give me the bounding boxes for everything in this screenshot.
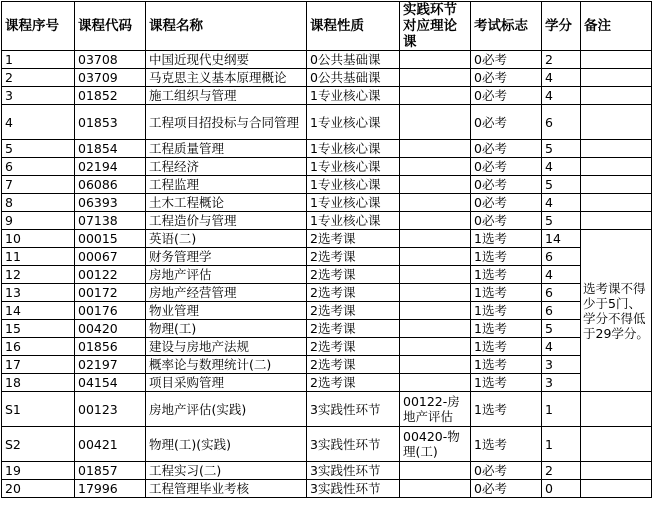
cell-seq: 11 bbox=[2, 248, 75, 266]
cell-credit: 14 bbox=[542, 230, 581, 248]
cell-code: 00421 bbox=[75, 427, 146, 462]
table-row bbox=[2, 87, 652, 105]
cell-nature: 3实践性环节 bbox=[307, 427, 400, 462]
table-row bbox=[2, 51, 652, 69]
cell-name: 房地产经营管理 bbox=[146, 284, 307, 302]
cell-exam: 1选考 bbox=[471, 392, 542, 427]
cell-name: 施工组织与管理 bbox=[146, 87, 307, 105]
cell-nature: 3实践性环节 bbox=[307, 392, 400, 427]
header-credit: 学分 bbox=[542, 2, 581, 51]
cell-code: 03708 bbox=[75, 51, 146, 69]
cell-practice bbox=[400, 320, 471, 338]
cell-seq: 1 bbox=[2, 51, 75, 69]
cell-exam: 1选考 bbox=[471, 302, 542, 320]
elective-note: 选考课不得少于5门、学分不得低于29学分。 bbox=[581, 230, 652, 392]
table-row bbox=[2, 176, 652, 194]
cell-code: 00123 bbox=[75, 392, 146, 427]
cell-seq: 12 bbox=[2, 266, 75, 284]
cell-practice bbox=[400, 158, 471, 176]
cell-code: 00176 bbox=[75, 302, 146, 320]
cell-exam: 1选考 bbox=[471, 356, 542, 374]
header-exam: 考试标志 bbox=[471, 2, 542, 51]
cell-name: 英语(二) bbox=[146, 230, 307, 248]
table-row bbox=[2, 69, 652, 87]
cell-practice bbox=[400, 356, 471, 374]
table-row bbox=[2, 248, 652, 266]
cell-practice bbox=[400, 266, 471, 284]
cell-exam: 0必考 bbox=[471, 140, 542, 158]
table-row bbox=[2, 320, 652, 338]
table-row bbox=[2, 462, 652, 480]
table-row bbox=[2, 105, 652, 140]
table-row bbox=[2, 338, 652, 356]
cell-practice bbox=[400, 248, 471, 266]
cell-code: 00122 bbox=[75, 266, 146, 284]
table-row bbox=[2, 480, 652, 498]
cell-seq: 20 bbox=[2, 480, 75, 498]
cell-code: 01854 bbox=[75, 140, 146, 158]
cell-note bbox=[581, 105, 652, 140]
cell-practice bbox=[400, 374, 471, 392]
cell-name: 项目采购管理 bbox=[146, 374, 307, 392]
table-row bbox=[2, 158, 652, 176]
cell-credit: 2 bbox=[542, 462, 581, 480]
table-row bbox=[2, 140, 652, 158]
cell-code: 07138 bbox=[75, 212, 146, 230]
header-seq: 课程序号 bbox=[2, 2, 75, 51]
cell-name: 马克思主义基本原理概论 bbox=[146, 69, 307, 87]
cell-nature: 1专业核心课 bbox=[307, 87, 400, 105]
cell-code: 06086 bbox=[75, 176, 146, 194]
cell-practice bbox=[400, 140, 471, 158]
cell-exam: 0必考 bbox=[471, 69, 542, 87]
cell-nature: 2选考课 bbox=[307, 248, 400, 266]
cell-credit: 6 bbox=[542, 302, 581, 320]
cell-practice bbox=[400, 284, 471, 302]
cell-code: 00015 bbox=[75, 230, 146, 248]
header-nature: 课程性质 bbox=[307, 2, 400, 51]
table-row bbox=[2, 302, 652, 320]
cell-credit: 4 bbox=[542, 338, 581, 356]
cell-exam: 0必考 bbox=[471, 194, 542, 212]
cell-exam: 1选考 bbox=[471, 338, 542, 356]
cell-practice: 00122-房地产评估 bbox=[400, 392, 471, 427]
cell-credit: 4 bbox=[542, 69, 581, 87]
cell-exam: 1选考 bbox=[471, 320, 542, 338]
cell-name: 房地产评估(实践) bbox=[146, 392, 307, 427]
cell-code: 03709 bbox=[75, 69, 146, 87]
cell-credit: 2 bbox=[542, 51, 581, 69]
table-row bbox=[2, 356, 652, 374]
header-row bbox=[2, 2, 652, 51]
cell-note bbox=[581, 87, 652, 105]
cell-credit: 3 bbox=[542, 374, 581, 392]
cell-code: 02197 bbox=[75, 356, 146, 374]
cell-nature: 3实践性环节 bbox=[307, 462, 400, 480]
cell-note bbox=[581, 462, 652, 480]
cell-credit: 5 bbox=[542, 320, 581, 338]
cell-nature: 3实践性环节 bbox=[307, 480, 400, 498]
cell-nature: 1专业核心课 bbox=[307, 158, 400, 176]
cell-seq: 10 bbox=[2, 230, 75, 248]
cell-seq: 6 bbox=[2, 158, 75, 176]
cell-code: 01853 bbox=[75, 105, 146, 140]
cell-name: 房地产评估 bbox=[146, 266, 307, 284]
cell-name: 土木工程概论 bbox=[146, 194, 307, 212]
cell-name: 工程实习(二) bbox=[146, 462, 307, 480]
cell-seq: 5 bbox=[2, 140, 75, 158]
table-row bbox=[2, 374, 652, 392]
cell-name: 物业管理 bbox=[146, 302, 307, 320]
cell-practice bbox=[400, 302, 471, 320]
cell-nature: 2选考课 bbox=[307, 374, 400, 392]
cell-credit: 1 bbox=[542, 427, 581, 462]
cell-practice bbox=[400, 338, 471, 356]
cell-seq: 17 bbox=[2, 356, 75, 374]
cell-credit: 4 bbox=[542, 266, 581, 284]
cell-name: 财务管理学 bbox=[146, 248, 307, 266]
cell-practice bbox=[400, 212, 471, 230]
cell-practice bbox=[400, 462, 471, 480]
cell-name: 中国近现代史纲要 bbox=[146, 51, 307, 69]
cell-note bbox=[581, 140, 652, 158]
cell-seq: 19 bbox=[2, 462, 75, 480]
cell-credit: 4 bbox=[542, 87, 581, 105]
cell-exam: 0必考 bbox=[471, 212, 542, 230]
cell-nature: 1专业核心课 bbox=[307, 212, 400, 230]
cell-practice bbox=[400, 176, 471, 194]
cell-exam: 0必考 bbox=[471, 51, 542, 69]
cell-code: 00172 bbox=[75, 284, 146, 302]
table-row bbox=[2, 212, 652, 230]
cell-code: 01856 bbox=[75, 338, 146, 356]
cell-exam: 1选考 bbox=[471, 230, 542, 248]
cell-practice: 00420-物理(工) bbox=[400, 427, 471, 462]
header-code: 课程代码 bbox=[75, 2, 146, 51]
cell-seq: 16 bbox=[2, 338, 75, 356]
cell-nature: 2选考课 bbox=[307, 284, 400, 302]
cell-seq: 9 bbox=[2, 212, 75, 230]
cell-nature: 1专业核心课 bbox=[307, 194, 400, 212]
cell-code: 01852 bbox=[75, 87, 146, 105]
header-note: 备注 bbox=[581, 2, 652, 51]
cell-name: 建设与房地产法规 bbox=[146, 338, 307, 356]
cell-nature: 0公共基础课 bbox=[307, 51, 400, 69]
cell-exam: 0必考 bbox=[471, 87, 542, 105]
cell-seq: 2 bbox=[2, 69, 75, 87]
cell-seq: 15 bbox=[2, 320, 75, 338]
cell-nature: 2选考课 bbox=[307, 302, 400, 320]
cell-seq: S2 bbox=[2, 427, 75, 462]
cell-name: 物理(工) bbox=[146, 320, 307, 338]
cell-credit: 1 bbox=[542, 392, 581, 427]
table-row bbox=[2, 427, 652, 462]
cell-code: 17996 bbox=[75, 480, 146, 498]
cell-name: 工程经济 bbox=[146, 158, 307, 176]
cell-credit: 5 bbox=[542, 212, 581, 230]
cell-note bbox=[581, 69, 652, 87]
cell-note bbox=[581, 427, 652, 462]
cell-credit: 6 bbox=[542, 248, 581, 266]
cell-code: 00420 bbox=[75, 320, 146, 338]
cell-seq: 18 bbox=[2, 374, 75, 392]
cell-exam: 0必考 bbox=[471, 105, 542, 140]
cell-nature: 2选考课 bbox=[307, 266, 400, 284]
table-row bbox=[2, 392, 652, 427]
cell-nature: 2选考课 bbox=[307, 338, 400, 356]
cell-exam: 0必考 bbox=[471, 480, 542, 498]
cell-credit: 3 bbox=[542, 356, 581, 374]
cell-note bbox=[581, 176, 652, 194]
cell-code: 01857 bbox=[75, 462, 146, 480]
cell-exam: 0必考 bbox=[471, 176, 542, 194]
cell-practice bbox=[400, 87, 471, 105]
cell-nature: 2选考课 bbox=[307, 230, 400, 248]
cell-nature: 1专业核心课 bbox=[307, 140, 400, 158]
cell-exam: 0必考 bbox=[471, 158, 542, 176]
cell-name: 物理(工)(实践) bbox=[146, 427, 307, 462]
cell-exam: 1选考 bbox=[471, 284, 542, 302]
cell-name: 概率论与数理统计(二) bbox=[146, 356, 307, 374]
cell-name: 工程监理 bbox=[146, 176, 307, 194]
cell-nature: 1专业核心课 bbox=[307, 105, 400, 140]
cell-nature: 2选考课 bbox=[307, 320, 400, 338]
cell-seq: 4 bbox=[2, 105, 75, 140]
cell-name: 工程管理毕业考核 bbox=[146, 480, 307, 498]
cell-credit: 5 bbox=[542, 176, 581, 194]
cell-credit: 6 bbox=[542, 284, 581, 302]
cell-credit: 5 bbox=[542, 140, 581, 158]
cell-exam: 1选考 bbox=[471, 248, 542, 266]
cell-exam: 0必考 bbox=[471, 462, 542, 480]
cell-code: 06393 bbox=[75, 194, 146, 212]
table-row bbox=[2, 284, 652, 302]
cell-exam: 1选考 bbox=[471, 374, 542, 392]
course-table bbox=[1, 1, 652, 498]
cell-code: 02194 bbox=[75, 158, 146, 176]
cell-exam: 1选考 bbox=[471, 427, 542, 462]
cell-note bbox=[581, 392, 652, 427]
table-row bbox=[2, 266, 652, 284]
cell-nature: 0公共基础课 bbox=[307, 69, 400, 87]
cell-seq: 7 bbox=[2, 176, 75, 194]
table-row bbox=[2, 194, 652, 212]
cell-name: 工程项目招投标与合同管理 bbox=[146, 105, 307, 140]
header-practice: 实践环节对应理论课 bbox=[400, 2, 471, 51]
cell-nature: 2选考课 bbox=[307, 356, 400, 374]
cell-credit: 0 bbox=[542, 480, 581, 498]
cell-practice bbox=[400, 194, 471, 212]
cell-seq: 3 bbox=[2, 87, 75, 105]
cell-practice bbox=[400, 51, 471, 69]
cell-practice bbox=[400, 69, 471, 87]
cell-name: 工程质量管理 bbox=[146, 140, 307, 158]
cell-note bbox=[581, 51, 652, 69]
cell-note bbox=[581, 480, 652, 498]
cell-exam: 1选考 bbox=[471, 266, 542, 284]
cell-code: 04154 bbox=[75, 374, 146, 392]
cell-credit: 4 bbox=[542, 158, 581, 176]
cell-seq: S1 bbox=[2, 392, 75, 427]
cell-seq: 8 bbox=[2, 194, 75, 212]
cell-practice bbox=[400, 480, 471, 498]
cell-name: 工程造价与管理 bbox=[146, 212, 307, 230]
cell-note bbox=[581, 194, 652, 212]
cell-note bbox=[581, 212, 652, 230]
cell-practice bbox=[400, 230, 471, 248]
header-name: 课程名称 bbox=[146, 2, 307, 51]
cell-seq: 14 bbox=[2, 302, 75, 320]
table-row bbox=[2, 230, 652, 248]
cell-seq: 13 bbox=[2, 284, 75, 302]
cell-code: 00067 bbox=[75, 248, 146, 266]
cell-credit: 6 bbox=[542, 105, 581, 140]
cell-note bbox=[581, 158, 652, 176]
cell-nature: 1专业核心课 bbox=[307, 176, 400, 194]
cell-credit: 4 bbox=[542, 194, 581, 212]
cell-practice bbox=[400, 105, 471, 140]
